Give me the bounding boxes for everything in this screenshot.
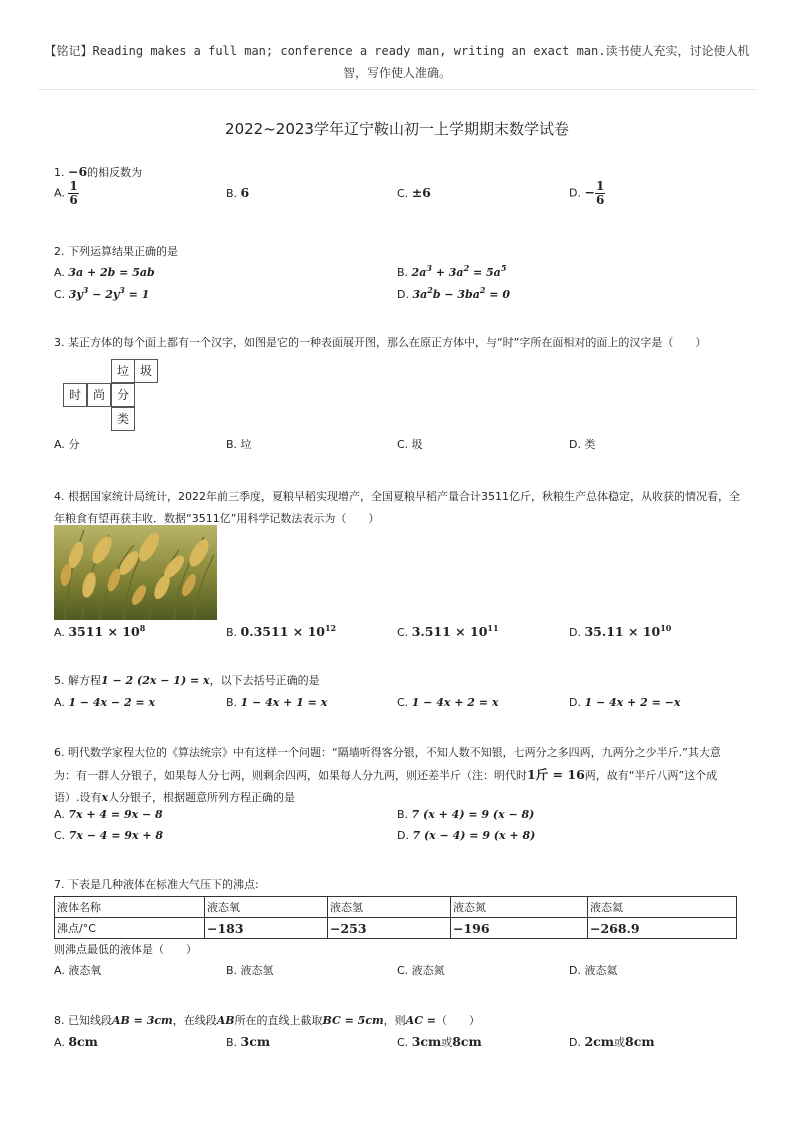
motto-line-1: 【铭记】Reading makes a full man; conference a ready man, writing an exact man.读书使人充实，讨论使人机: [44, 44, 750, 58]
question-8-option-d[interactable]: D. 2cm或8cm: [569, 1034, 655, 1049]
net-cell: 尚: [87, 383, 111, 407]
question-1-option-b[interactable]: B. 6: [226, 185, 250, 200]
question-7-question: 则沸点最低的液体是（ ）: [54, 943, 197, 956]
question-6-option-c[interactable]: C. 7x − 4 = 9x + 8: [54, 829, 164, 842]
motto: [40, 40, 754, 84]
question-6-option-a[interactable]: A. 7x + 4 = 9x − 8: [54, 808, 163, 821]
table-header-row: [55, 897, 737, 918]
question-5-option-c[interactable]: C. 1 − 4x + 2 = x: [397, 696, 499, 709]
table-header-cell: 液体名称: [55, 897, 205, 918]
question-4-option-b[interactable]: B. $0.3511 \times 10^{12}$: [226, 623, 337, 639]
table-cell: −183: [205, 918, 328, 939]
question-6-option-b[interactable]: B. 7 (x + 4) = 9 (x − 8): [397, 808, 535, 821]
question-8-option-c[interactable]: C. 3cm或8cm: [397, 1034, 482, 1049]
table-cell: −268.9: [588, 918, 737, 939]
question-6-option-d[interactable]: D. 7 (x − 4) = 9 (x + 8): [397, 829, 536, 842]
question-7-option-c[interactable]: C. 液态氮: [397, 964, 445, 977]
question-6-stem: 6. 明代数学家程大位的《算法统宗》中有这样一个问题：“隔墙听得客分银，不知人数不知银，七两分之多四两，九两分之少半斤.”其大意 为：有一群人分银子，如果每人分七两，则剩余四两，如果每人分九两，则还差半斤（注：明代时1斤 = 16两，故有“半斤八两”这个成 语）.设有x人分银子，根据题意所列方程正确的是: [54, 746, 721, 804]
table-cell: −196: [451, 918, 588, 939]
question-2-option-b[interactable]: B. $2a^3 + 3a^2 = 5a^5$: [397, 263, 507, 279]
question-8-stem: 8. 已知线段AB = 3cm，在线段AB所在的直线上截取BC = 5cm，则AC =（ ）: [54, 1014, 481, 1027]
question-1-option-a[interactable]: A. $\frac{1}{6}$: [54, 179, 78, 207]
net-cell: 垃: [111, 359, 135, 383]
question-2-stem: 2. 下列运算结果正确的是: [54, 245, 178, 258]
question-2-option-d[interactable]: D. $3a^2b - 3ba^2 = 0$: [397, 285, 510, 301]
header-divider: [38, 89, 756, 90]
question-8-option-a[interactable]: A. 8cm: [54, 1034, 98, 1049]
fraction: $\frac{1}{6}$: [69, 179, 78, 207]
question-4-option-c[interactable]: C. $3.511 \times 10^{11}$: [397, 623, 499, 639]
question-7-option-a[interactable]: A. 液态氧: [54, 964, 102, 977]
page-title: 2022~2023学年辽宁鞍山初一上学期期末数学试卷: [225, 120, 569, 138]
fraction: $\frac{1}{6}$: [595, 179, 605, 207]
boiling-point-table: [54, 896, 737, 939]
question-3-option-d[interactable]: D. 类: [569, 438, 596, 451]
question-7-option-b[interactable]: B. 液态氢: [226, 964, 274, 977]
question-3-option-a[interactable]: A. 分: [54, 438, 80, 451]
table-header-cell: 液态氮: [451, 897, 588, 918]
question-2-option-a[interactable]: A. 3a + 2b = 5ab: [54, 266, 155, 279]
table-row: [55, 918, 737, 939]
table-header-cell: 液态氧: [205, 897, 328, 918]
question-7-option-d[interactable]: D. 液态氦: [569, 964, 618, 977]
question-5-option-d[interactable]: D. 1 − 4x + 2 = −x: [569, 696, 681, 709]
question-2-option-c[interactable]: C. $3y^3 - 2y^3 = 1$: [54, 285, 150, 301]
question-3-option-b[interactable]: B. 垃: [226, 438, 252, 451]
question-5-stem: 5. 解方程1 − 2 (2x − 1) = x，以下去括号正确的是: [54, 674, 320, 687]
question-5-option-b[interactable]: B. 1 − 4x + 1 = x: [226, 696, 328, 709]
question-4-option-a[interactable]: A. $3511 \times 10^8$: [54, 623, 146, 639]
rice-field-image: [54, 525, 217, 620]
question-3-stem: 3. 某正方体的每个面上都有一个汉字，如图是它的一种表面展开图，那么在原正方体中，与“时”字所在面相对的面上的汉字是（ ）: [54, 336, 707, 349]
motto-line-2: 智，写作使人准确。: [342, 66, 451, 80]
table-header-cell: 液态氦: [588, 897, 737, 918]
net-cell: 分: [111, 383, 135, 407]
question-1-option-d[interactable]: D. − $\frac{1}{6}$: [569, 179, 605, 207]
question-8-option-b[interactable]: B. 3cm: [226, 1034, 271, 1049]
question-4-stem: 4. 根据国家统计局统计，2022年前三季度，夏粮早稻实现增产，全国夏粮早稻产量合计3511亿斤，秋粮生产总体稳定，从收获的情况看，全 年粮食有望再获丰收．数据“3511亿”用科学记数法表示为（ ）: [54, 490, 740, 525]
question-1-option-c[interactable]: C. ±6: [397, 185, 431, 200]
question-1-stem: 1. −6的相反数为: [54, 164, 143, 179]
question-7-stem: 7. 下表是几种液体在标准大气压下的沸点:: [54, 878, 259, 891]
question-4-option-d[interactable]: D. $35.11 \times 10^{10}$: [569, 623, 672, 639]
table-cell: −253: [328, 918, 451, 939]
table-header-cell: 液态氢: [328, 897, 451, 918]
net-cell: 类: [111, 407, 135, 431]
question-5-option-a[interactable]: A. 1 − 4x − 2 = x: [54, 696, 156, 709]
table-cell: 沸点/°C: [55, 918, 205, 939]
net-cell: 时: [63, 383, 87, 407]
net-cell: 圾: [134, 359, 158, 383]
question-3-option-c[interactable]: C. 圾: [397, 438, 423, 451]
